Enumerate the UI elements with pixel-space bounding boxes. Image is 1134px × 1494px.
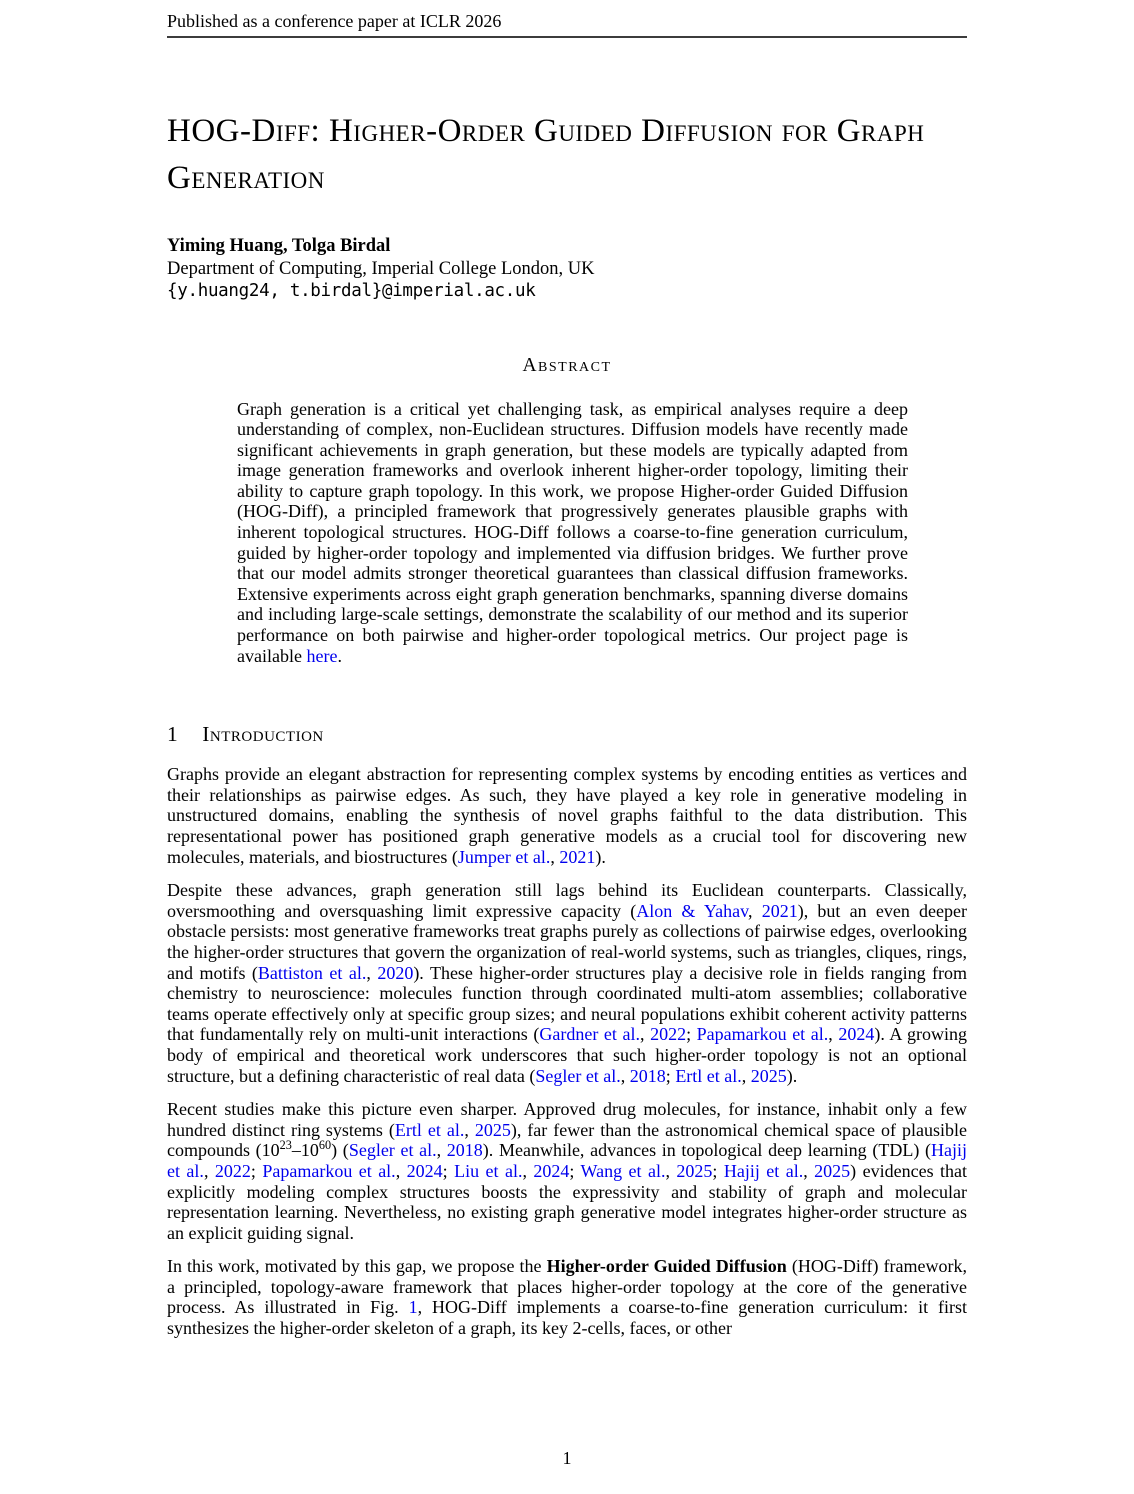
- text-run: ,: [395, 1160, 407, 1181]
- publication-note: Published as a conference paper at ICLR 2026: [167, 11, 502, 31]
- page-content: [167, 0, 967, 1339]
- citation-link[interactable]: Papamarkou et al.: [696, 1024, 829, 1045]
- text-run: ,: [436, 1140, 447, 1161]
- text-run: –10: [291, 1140, 319, 1161]
- page-number: 1: [562, 1448, 572, 1468]
- text-run: ;: [442, 1160, 455, 1181]
- text-run: ,: [550, 846, 560, 867]
- text-run: Recent studies make this picture even sharper. Approved drug molecules, for instance, inhabit only a few hundred distinct ring systems (: [167, 1099, 967, 1140]
- abstract-text: [237, 399, 908, 667]
- text-run: ;: [250, 1160, 263, 1181]
- citation-link[interactable]: Gardner et al.: [539, 1024, 640, 1045]
- text-run: ).: [786, 1065, 798, 1086]
- text-run: ,: [620, 1065, 630, 1086]
- superscript-text: 23: [279, 1138, 292, 1153]
- bold-text: Higher-order Guided Diffusion: [546, 1256, 787, 1277]
- abstract-heading: Abstract: [522, 354, 612, 376]
- section-heading-introduction: [167, 722, 967, 747]
- text-run: ). A growing body of empirical and theoretical work underscores that such higher-order topology is not an optional structure, but a defining characteristic of real data (: [167, 1024, 967, 1086]
- citation-link[interactable]: 2018: [629, 1065, 666, 1086]
- citation-link[interactable]: 2025: [474, 1119, 511, 1140]
- text-run: .: [337, 645, 342, 666]
- text-run: ,: [203, 1160, 215, 1181]
- author-names: Yiming Huang, Tolga Birdal: [167, 236, 391, 256]
- citation-link[interactable]: 2024: [838, 1024, 875, 1045]
- text-run: ) (: [331, 1140, 349, 1161]
- citation-link[interactable]: Ertl et al.: [675, 1065, 742, 1086]
- text-run: ,: [639, 1024, 651, 1045]
- citation-link[interactable]: Ertl et al.: [394, 1119, 465, 1140]
- citation-link[interactable]: here: [306, 645, 338, 666]
- citation-link[interactable]: 2024: [406, 1160, 443, 1181]
- citation-link[interactable]: 2021: [761, 900, 798, 921]
- text-run: ), far fewer than the astronomical chemical space of plausible compounds (10: [167, 1119, 967, 1161]
- text-run: ,: [522, 1160, 534, 1181]
- intro-paragraph-2: [167, 880, 967, 1086]
- section-number: 1: [167, 722, 179, 747]
- superscript-text: 60: [318, 1138, 332, 1153]
- paper-title: HOG-Diff: Higher-Order Guided Diffusion for Graph Generation: [167, 113, 925, 196]
- citation-link[interactable]: Liu et al.: [454, 1160, 523, 1181]
- text-run: ,: [366, 962, 378, 983]
- citation-link[interactable]: 2022: [650, 1024, 687, 1045]
- text-run: ;: [665, 1065, 676, 1086]
- citation-link[interactable]: Papamarkou et al.: [262, 1160, 396, 1181]
- citation-link[interactable]: 1: [408, 1297, 418, 1318]
- citation-link[interactable]: Jumper et al.: [457, 846, 551, 867]
- citation-link[interactable]: 2025: [676, 1160, 713, 1181]
- text-run: ,: [464, 1119, 475, 1140]
- intro-paragraph-4: [167, 1256, 967, 1338]
- citation-link[interactable]: 2025: [750, 1065, 787, 1086]
- text-run: Despite these advances, graph generation still lags behind its Euclidean counterparts. Classically, oversmoothing and oversquashing limit expressive capacity (: [167, 880, 967, 921]
- text-run: , HOG-Diff implements a coarse-to-fine generation curriculum: it first synthesizes the higher-order skeleton of a graph, its key 2-cells, faces, or other: [167, 1297, 967, 1339]
- citation-link[interactable]: 2025: [814, 1160, 851, 1181]
- text-run: ,: [803, 1160, 815, 1181]
- citation-link[interactable]: 2022: [214, 1160, 251, 1181]
- text-run: ). These higher-order structures play a decisive role in fields ranging from chemistry to neuroscience: molecules function through coordinated multi-atom assemblies; collaborative teams operate effectively only at specific group sizes; and neural populations exhibit coherent activity patterns that fundamentally rely on multi-unit interactions (: [167, 962, 968, 1045]
- text-run: Graph generation is a critical yet challenging task, as empirical analyses require a deep understanding of complex, non-Euclidean structures. Diffusion models have recently made significant achievements in graph generation, but these models are typically adapted from image generation frameworks and overlook inherent higher-order topology, limiting their ability to capture graph topology. In this work, we propose Higher-order Guided Diffusion (HOG-Diff), a principled framework that progressively generates plausible graphs with inherent topological structures. HOG-Diff follows a coarse-to-fine generation curriculum, guided by higher-order topology and implemented via diffusion bridges. We further prove that our model admits stronger theoretical guarantees than classical diffusion frameworks. Extensive experiments across eight graph generation benchmarks, spanning diverse domains and including large-scale settings, demonstrate the scalability of our method and its superior performance on both pairwise and higher-order topological metrics. Our project page is available: [237, 398, 908, 666]
- text-run: ,: [665, 1160, 677, 1181]
- citation-link[interactable]: 2024: [533, 1160, 570, 1181]
- citation-link[interactable]: Segler et al.: [535, 1065, 621, 1086]
- text-run: In this work, motivated by this gap, we propose the: [167, 1256, 547, 1277]
- text-run: Graphs provide an elegant abstraction for representing complex systems by encoding entities as vertices and their relationships as pairwise edges. As such, they have played a key role in generative modeling in unstructured domains, enabling the synthesis of novel graphs faithful to the data distribution. This representational power has positioned graph generative models as a crucial tool for discovering new molecules, materials, and biostructures (: [167, 764, 967, 867]
- citation-link[interactable]: Battiston et al.: [257, 962, 367, 983]
- citation-link[interactable]: Alon & Yahav: [636, 900, 748, 921]
- citation-link[interactable]: Hajij et al.: [167, 1140, 968, 1181]
- citation-link[interactable]: Hajij et al.: [723, 1160, 804, 1181]
- citation-link[interactable]: Wang et al.: [580, 1160, 666, 1181]
- citation-link[interactable]: 2018: [446, 1140, 483, 1161]
- citation-link[interactable]: 2020: [377, 962, 414, 983]
- text-run: ,: [828, 1024, 839, 1045]
- text-run: ,: [747, 900, 762, 921]
- text-run: ,: [741, 1065, 751, 1086]
- author-affiliation: Department of Computing, Imperial College London, UK: [167, 258, 595, 279]
- header-rule: [167, 36, 967, 38]
- text-run: ;: [712, 1160, 724, 1181]
- author-block: [167, 235, 967, 303]
- citation-link[interactable]: Segler et al.: [348, 1140, 437, 1161]
- intro-paragraph-3: [167, 1099, 967, 1243]
- text-run: ) evidences that explicitly modeling complex structures boosts the expressivity and stability of graph and molecular representation learning. Nevertheless, no existing graph generative model integrates higher-order structure as an explicit guiding signal.: [167, 1160, 968, 1243]
- section-title: Introduction: [202, 722, 324, 747]
- citation-link[interactable]: 2021: [559, 846, 596, 867]
- author-emails: {y.huang24, t.birdal}@imperial.ac.uk: [167, 281, 536, 301]
- text-run: ;: [686, 1024, 697, 1045]
- text-run: ).: [595, 846, 606, 867]
- text-run: (HOG-Diff) framework, a principled, topology-aware framework that places higher-order topology at the core of the generative process. As illustrated in Fig.: [167, 1256, 968, 1318]
- text-run: ). Meanwhile, advances in topological deep learning (TDL) (: [482, 1140, 932, 1161]
- text-run: ), but an even deeper obstacle persists: most generative frameworks treat graphs purely as collections of pairwise edges, overlooking the higher-order structures that govern the organization of real-world systems, such as triangles, cliques, rings, and motifs (: [167, 900, 967, 983]
- intro-paragraph-1: [167, 764, 967, 867]
- text-run: ;: [569, 1160, 581, 1181]
